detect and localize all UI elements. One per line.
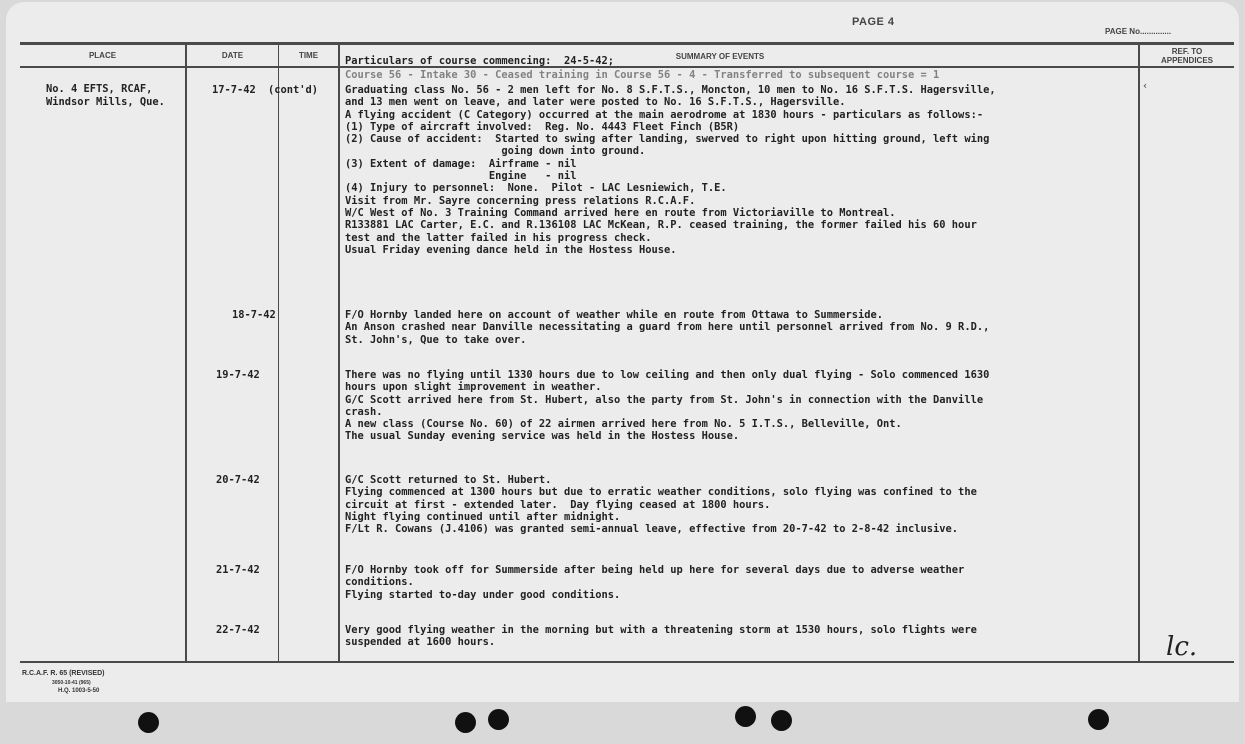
entry-line: suspended at 1600 hours. [345,636,496,649]
entry-line: and 13 men went on leave, and later were posted to No. 16 S.F.T.S., Hagersville. [345,96,846,109]
place-line: No. 4 EFTS, RCAF, [46,83,153,95]
entry-line: F/O Hornby landed here on account of weather while en route from Ottawa to Summerside. [345,309,883,321]
column-header-time: TIME [298,51,319,60]
column-divider [1138,43,1140,662]
entry-line: A flying accident (C Category) occurred at the main aerodrome at 1830 hours - particulars as follows:- [345,108,984,121]
struck-course-line: Course 56 - Intake 30 - Ceased training in Course 56 - 4 - Transferred to subsequent course = 1 [345,69,940,81]
entry-date: 22-7-42 [216,624,260,636]
entry-line: An Anson crashed near Danville necessitating a guard from here until personnel arrived from No. 9 R.D., [345,321,990,334]
column-divider [185,43,187,662]
entry-line: F/Lt R. Cowans (J.4106) was granted semi-annual leave, effective from 20-7-42 to 2-8-42 inclusive. [345,523,959,536]
ref-header-line: APPENDICES [1160,56,1213,65]
entry-line: St. John's, Que to take over. [345,333,527,346]
header-rule [20,66,1234,68]
punch-hole [1088,709,1109,730]
course-particulars: Particulars of course commencing: 24-5-42; [345,55,614,67]
entry-line: conditions. [345,576,414,589]
column-divider [278,43,279,662]
entry-line: test and the latter failed in his progress check. [345,231,652,244]
entry-line: F/O Hornby took off for Summerside after being held up here for several days due to adverse weather [345,564,965,576]
entry-block [345,369,989,443]
entry-line: Engine - nil [345,170,577,183]
form-code: H.Q. 1003-5-50 [58,688,100,694]
column-divider [338,43,340,662]
form-code: 3050-10-41 (965) [52,680,91,686]
punch-hole [488,709,509,730]
column-header-ref [1140,47,1234,65]
entry-block [345,474,977,535]
entry-line: A new class (Course No. 60) of 22 airmen arrived here from No. 5 I.T.S., Belleville, Ont. [345,418,902,431]
page-title: PAGE 4 [852,16,895,28]
entry-line: hours upon slight improvement in weather. [345,381,602,394]
entry-line: G/C Scott returned to St. Hubert. [345,474,552,486]
entry-line: Usual Friday evening dance held in the Hostess House. [345,243,677,256]
form-number: R.C.A.F. R. 65 (REVISED) [22,670,105,677]
entry-block [345,564,964,601]
page-no-label: PAGE No.............. [1105,27,1172,36]
entry-date: 20-7-42 [216,474,260,486]
entry-line: Night flying continued until after midnight. [345,510,621,523]
entry-date: 17-7-42 [212,84,256,96]
ref-header-line: REF. TO [1171,47,1203,56]
entry-line: (2) Cause of accident: Started to swing after landing, swerved to right upon hitting ground, left wing [345,133,990,146]
punch-hole [771,710,792,731]
entry-line: (3) Extent of damage: Airframe - nil [345,157,577,170]
entry-line: Graduating class No. 56 - 2 men left for No. 8 S.F.T.S., Moncton, 10 men to No. 16 S.F.T.S. Hagersville, [345,84,996,96]
entry-line: going down into ground. [345,145,646,158]
entry-line: Visit from Mr. Sayre concerning press relations R.C.A.F. [345,194,696,207]
punch-hole [138,712,159,733]
place-line: Windsor Mills, Que. [46,96,165,108]
entry-line: crash. [345,405,383,418]
entry-line: There was no flying until 1330 hours due to low ceiling and then only dual flying - Solo commenced 1630 [345,369,990,381]
entry-line: Flying started to-day under good conditions. [345,588,621,601]
ref-initials: lc. [1166,632,1198,662]
entry-date: 21-7-42 [216,564,260,576]
entry-line: (1) Type of aircraft involved: Reg. No. 4443 Fleet Finch (B5R) [345,120,740,133]
ref-tick-mark: ‹ [1142,80,1149,92]
punch-hole [455,712,476,733]
punch-hole [735,706,756,727]
entry-line: G/C Scott arrived here from St. Hubert, also the party from St. John's in connection with the Danville [345,393,984,406]
entry-line: Very good flying weather in the morning but with a threatening storm at 1530 hours, solo flights were [345,624,977,636]
entry-line: W/C West of No. 3 Training Command arrived here en route from Victoriaville to Montreal. [345,206,896,219]
column-header-place: PLACE [88,51,117,60]
entry-line: circuit at first - extended later. Day flying ceased at 1800 hours. [345,498,771,511]
time-cont: (cont'd) [268,84,319,96]
entry-block [345,309,989,346]
top-rule [20,42,1234,45]
entry-block [345,624,977,649]
column-header-summary: SUMMARY OF EVENTS [675,52,765,61]
entry-date: 18-7-42 [232,309,276,321]
entry-line: The usual Sunday evening service was held in the Hostess House. [345,430,740,443]
entry-line: (4) Injury to personnel: None. Pilot - LAC Lesniewich, T.E. [345,182,727,195]
entry-line: Flying commenced at 1300 hours but due to erratic weather conditions, solo flying was confined to the [345,486,977,499]
bottom-rule [20,661,1234,663]
entry-date: 19-7-42 [216,369,260,381]
entry-block [345,84,996,256]
column-header-date: DATE [221,51,244,60]
entry-line: R133881 LAC Carter, E.C. and R.136108 LAC McKean, R.P. ceased training, the former failed his 60 hour [345,219,977,232]
